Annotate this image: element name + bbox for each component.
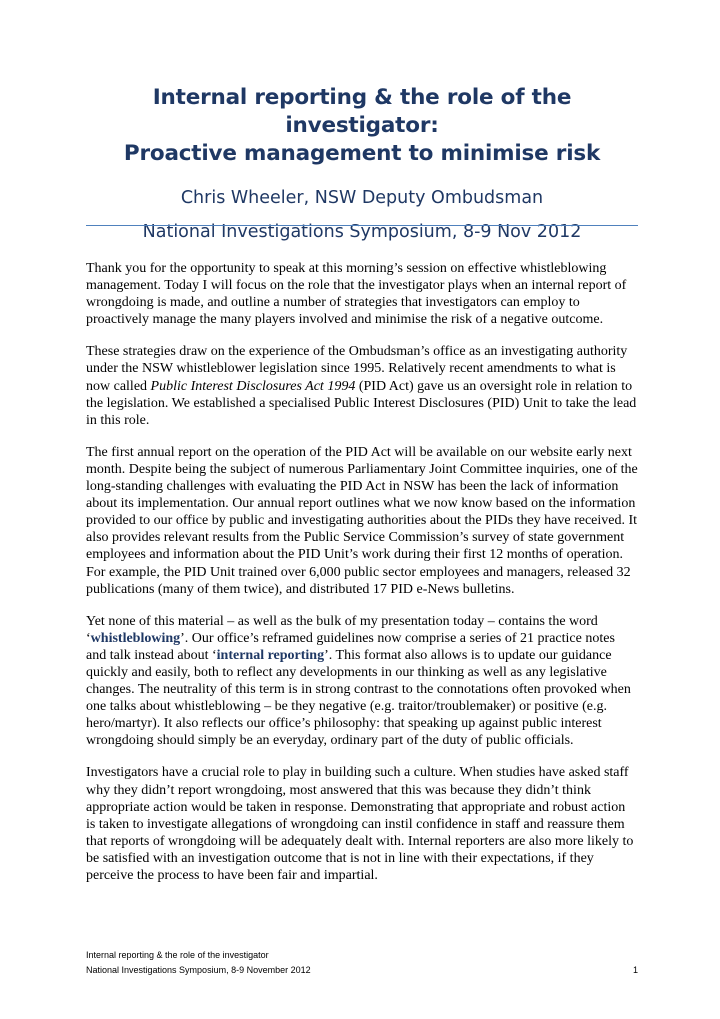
author-line: Chris Wheeler, NSW Deputy Ombudsman [180,188,544,208]
paragraph-5: Investigators have a crucial role to play in building such a culture. When studies have asked staff why they didn’t report wrongdoing, most answered that this was because they didn’t think appropriate action would be taken in response. Demonstrating that appropriate and robust action is taken to investigate allegations of wrongdoing can instil confidence in staff and reassure them that reports of wrongdoing will be adequately dealt with. Internal reporters are also more likely to be satisfied with an investigation outcome that is not in line with their expectations, if they perceive the process to have been fair and impartial. [86,765,634,883]
paragraph-2 [86,343,638,428]
term-whistleblowing: whistleblowing [90,630,181,646]
document-title [86,84,638,168]
paragraph-4-text-a: Yet none of this material – as well as the bulk of my presentation today – contains the word ‘ [86,613,598,646]
paragraph-4 [86,613,638,750]
paragraph-4-text-b: ’. Our office’s reframed guidelines now comprise a series of 21 practice notes and talk instead about ‘ [86,630,615,663]
header-divider [86,225,638,226]
document-header [86,84,638,244]
footer-event: National Investigations Symposium, 8-9 November 2012 [86,965,311,975]
footer-title: Internal reporting & the role of the investigator [86,950,269,960]
title-line-1: Internal reporting & the role of the investigator: [152,85,572,138]
paragraph-4-text-c: ’. This format also allows is to update our guidance quickly and easily, both to reflect any developments in our thinking as well as any legislative changes. The neutrality of this term is in strong contrast to the connotations often provoked when one talks about whistleblowing – be they negative (e.g. traitor/troublemaker) or positive (e.g. hero/martyr). It also reflects our office’s philosophy: that speaking up against public interest wrongdoing should simply be an everyday, ordinary part of the duty of public officials. [86,647,631,749]
paragraph-1: Thank you for the opportunity to speak at this morning’s session on effective whistleblowing management. Today I will focus on the role that the investigator plays when an internal report of wrongdoing is made, and outline a number of strategies that investigators can employ to proactively manage the many players involved and minimise the risk of a negative outcome. [86,261,627,328]
act-title: Public Interest Disclosures Act 1994 [150,378,356,394]
document-body [86,260,638,899]
page-footer [86,948,638,978]
title-line-2: Proactive management to minimise risk [123,141,601,166]
paragraph-3: The first annual report on the operation of the PID Act will be available on our website early next month. Despite being the subject of numerous Parliamentary Joint Committee inquiries, one of the long-standing challenges with evaluating the PID Act in NSW has been the lack of information about its implementation. Our annual report outlines what we now know based on the information provided to our office by public and investigating authorities about the PIDs they have received. It also provides relevant results from the Public Service Commission’s survey of state government employees and information about the PID Unit’s work during their first 12 months of operation. For example, the PID Unit trained over 6,000 public sector employees and managers, released 32 publications (many of them twice), and distributed 17 PID e-News bulletins. [86,444,638,597]
term-internal-reporting: internal reporting [216,647,325,663]
paragraph-2-text-a: These strategies draw on the experience of the Ombudsman’s office as an investigating authority under the NSW whistleblower legislation since 1995. Relatively recent amendments to what is now called [86,344,628,394]
paragraph-2-text-b: (PID Act) gave us an oversight role in relation to the legislation. We established a specialised Public Interest Disclosures (PID) Unit to take the lead in this role. [86,378,637,428]
page-number: 1 [632,965,638,975]
event-line: National Investigations Symposium, 8-9 Nov 2012 [142,222,582,242]
